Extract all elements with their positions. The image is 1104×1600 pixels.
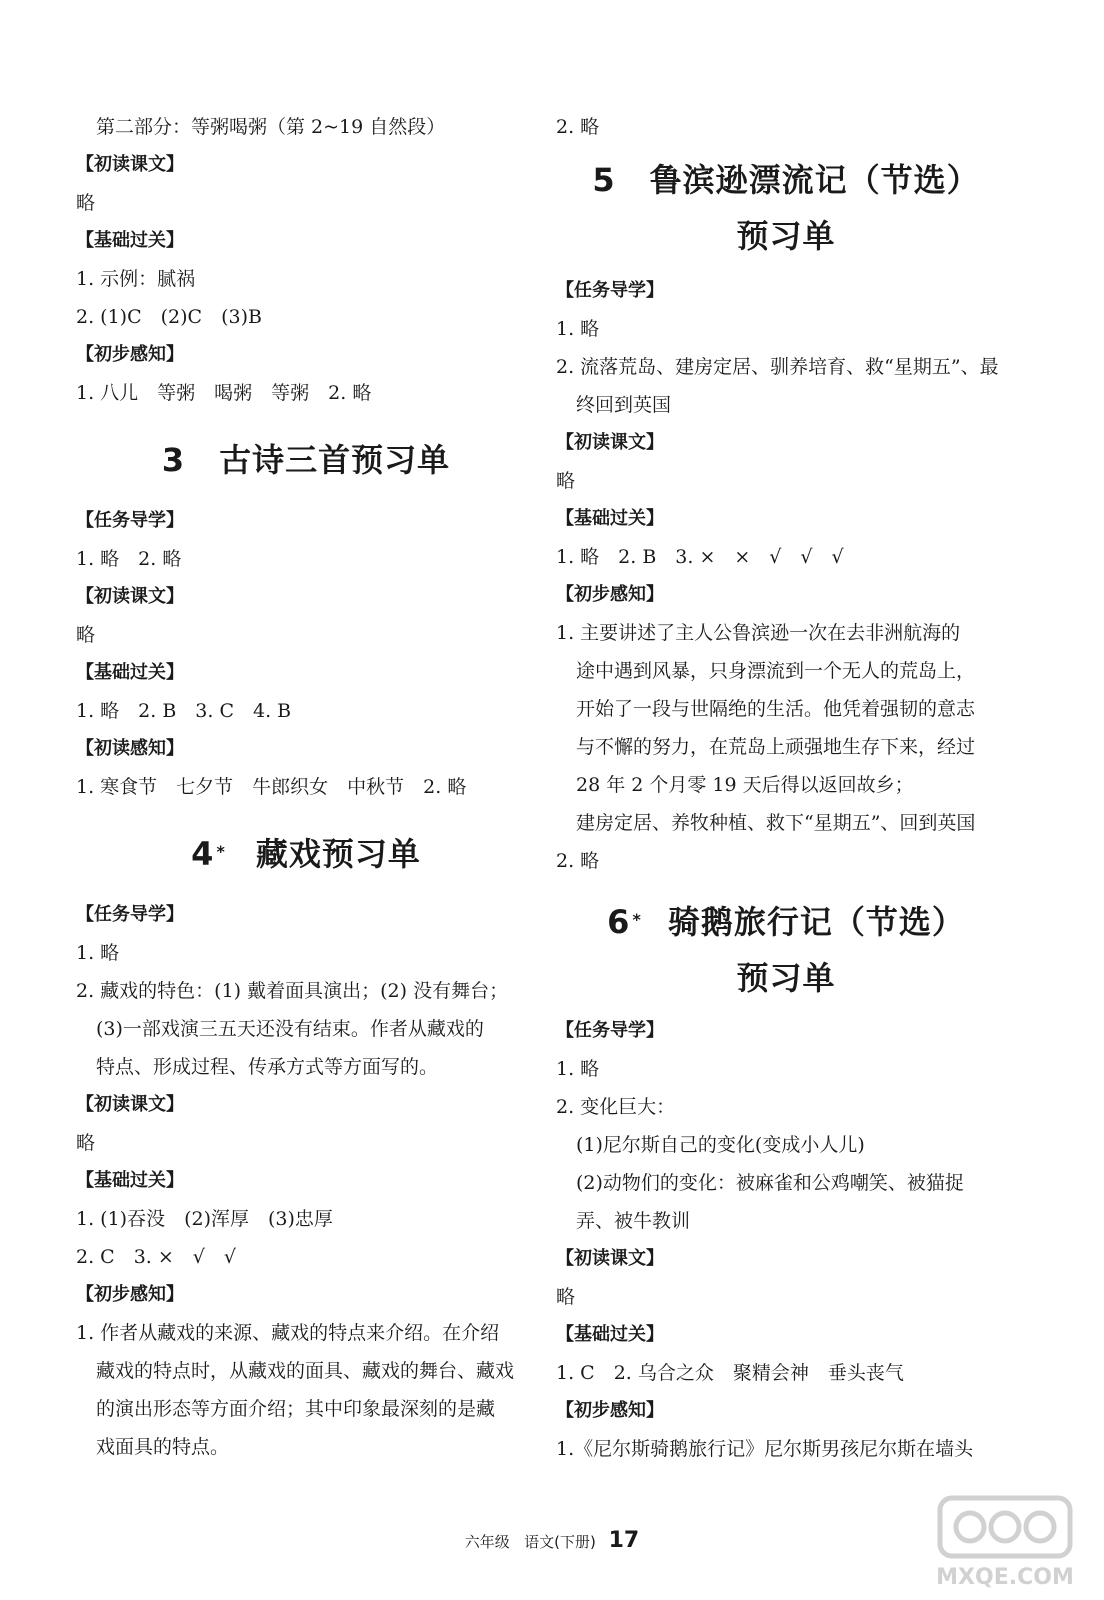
answer-line: 2. 略	[556, 116, 600, 138]
section-tag: 【基础过关】	[76, 662, 184, 683]
lesson-title-text: 古诗三首预习单	[219, 441, 451, 479]
answer-line: 与不懈的努力，在荒岛上顽强地生存下来，经过	[576, 736, 976, 758]
answer-line: 1. 八儿 等粥 喝粥 等粥 2. 略	[76, 382, 372, 404]
answer-line: 1. 略 2. B 3. × × √ √ √	[556, 546, 844, 568]
answer-line: (2)动物们的变化：被麻雀和公鸡嘲笑、被猫捉	[576, 1172, 964, 1194]
answer-line: 2. (1)C (2)C (3)B	[76, 306, 262, 328]
section-tag: 【任务导学】	[556, 1020, 664, 1041]
section-tag: 【初步感知】	[556, 584, 664, 605]
lesson-subtitle: 预习单	[736, 959, 836, 997]
answer-line: 略	[76, 192, 96, 214]
section-tag: 【任务导学】	[556, 280, 664, 301]
lesson-number: 6	[607, 903, 631, 941]
lesson-title-text: 藏戏预习单	[255, 835, 421, 873]
answer-line: 戏面具的特点。	[96, 1436, 230, 1458]
section-tag: 【基础过关】	[556, 1324, 664, 1345]
answer-line: 1.《尼尔斯骑鹅旅行记》尼尔斯男孩尼尔斯在墙头	[556, 1438, 974, 1460]
lesson-5-title	[556, 152, 1016, 264]
section-tag: 【任务导学】	[76, 904, 184, 925]
answer-line: 1. (1)吞没 (2)浑厚 (3)忠厚	[76, 1208, 333, 1230]
answer-line: 终回到英国	[576, 394, 672, 416]
answer-line: 2. 藏戏的特色：(1) 戴着面具演出；(2) 没有舞台；	[76, 980, 509, 1002]
answer-line: 1. 作者从藏戏的来源、藏戏的特点来介绍。在介绍	[76, 1322, 500, 1344]
answer-line: 1. 寒食节 七夕节 牛郎织女 中秋节 2. 略	[76, 776, 467, 798]
lesson-title-text: 鲁滨逊漂流记（节选）	[649, 161, 980, 199]
section-tag: 【初步感知】	[556, 1400, 664, 1421]
answer-line: 的演出形态等方面介绍；其中印象最深刻的是藏	[96, 1398, 496, 1420]
lesson-title-text: 骑鹅旅行记（节选）	[667, 903, 965, 941]
section-tag: 【初步感知】	[76, 1284, 184, 1305]
watermark-logo-icon	[930, 1492, 1080, 1592]
answer-line: 1. 示例：腻祸	[76, 268, 196, 290]
answer-line: 略	[76, 1132, 96, 1154]
answer-line: 1. 略 2. B 3. C 4. B	[76, 700, 292, 722]
answer-line: (3)一部戏演三五天还没有结束。作者从藏戏的	[96, 1018, 484, 1040]
answer-line: 1. 主要讲述了主人公鲁滨逊一次在去非洲航海的	[556, 622, 961, 644]
section-tag: 【初读课文】	[76, 586, 184, 607]
answer-line: 2. 略	[556, 850, 600, 872]
star-mark: *	[632, 910, 642, 929]
page-number: 17	[608, 1528, 640, 1553]
answer-line: 1. C 2. 乌合之众 聚精会神 垂头丧气	[556, 1362, 904, 1384]
answer-line: 略	[76, 624, 96, 646]
lesson-6-title	[556, 894, 1016, 1006]
answer-line: 1. 略	[76, 942, 120, 964]
answer-line: 2. 流落荒岛、建房定居、驯养培育、救“星期五”、最	[556, 356, 999, 378]
right-column	[556, 108, 1016, 1468]
answer-line: (1)尼尔斯自己的变化(变成小人儿)	[576, 1134, 865, 1156]
section-tag: 【基础过关】	[556, 508, 664, 529]
section-tag: 【初读课文】	[556, 432, 664, 453]
watermark-text: MXQE.COM	[936, 1565, 1074, 1590]
intro-line: 第二部分：等粥喝粥（第 2~19 自然段）	[96, 116, 446, 138]
answer-line: 开始了一段与世隔绝的生活。他凭着强韧的意志	[576, 698, 976, 720]
answer-line: 藏戏的特点时，从藏戏的面具、藏戏的舞台、藏戏	[96, 1360, 515, 1382]
lesson-number: 5	[592, 161, 616, 199]
answer-line: 略	[556, 1286, 576, 1308]
section-tag: 【初步感知】	[76, 344, 184, 365]
section-tag: 【初读课文】	[76, 1094, 184, 1115]
footer-grade: 六年级	[464, 1533, 510, 1551]
answer-line: 1. 略	[556, 1058, 600, 1080]
section-tag: 【初读感知】	[76, 738, 184, 759]
footer-subject: 语文(下册)	[524, 1533, 596, 1551]
answer-line: 弄、被牛教训	[576, 1210, 691, 1232]
star-mark: *	[216, 842, 226, 861]
section-tag: 【初读课文】	[556, 1248, 664, 1269]
lesson-number: 4	[191, 835, 215, 873]
answer-line: 特点、形成过程、传承方式等方面写的。	[96, 1056, 439, 1078]
section-tag: 【初读课文】	[76, 154, 184, 175]
lesson-4-title	[76, 824, 536, 884]
answer-line: 途中遇到风暴，只身漂流到一个无人的荒岛上，	[576, 660, 976, 682]
answer-line: 建房定居、养牧种植、救下“星期五”、回到英国	[576, 812, 976, 834]
lesson-subtitle: 预习单	[736, 217, 836, 255]
answer-line: 1. 略 2. 略	[76, 548, 182, 570]
answer-line: 2. 变化巨大：	[556, 1096, 676, 1118]
left-column	[76, 108, 536, 1466]
answer-line: 1. 略	[556, 318, 600, 340]
lesson-number: 3	[161, 441, 186, 479]
answer-line: 略	[556, 470, 576, 492]
section-tag: 【基础过关】	[76, 1170, 184, 1191]
section-tag: 【任务导学】	[76, 510, 184, 531]
lesson-3-title	[76, 430, 536, 490]
answer-line: 28 年 2 个月零 19 天后得以返回故乡；	[576, 774, 914, 796]
section-tag: 【基础过关】	[76, 230, 184, 251]
answer-line: 2. C 3. × √ √	[76, 1246, 237, 1268]
